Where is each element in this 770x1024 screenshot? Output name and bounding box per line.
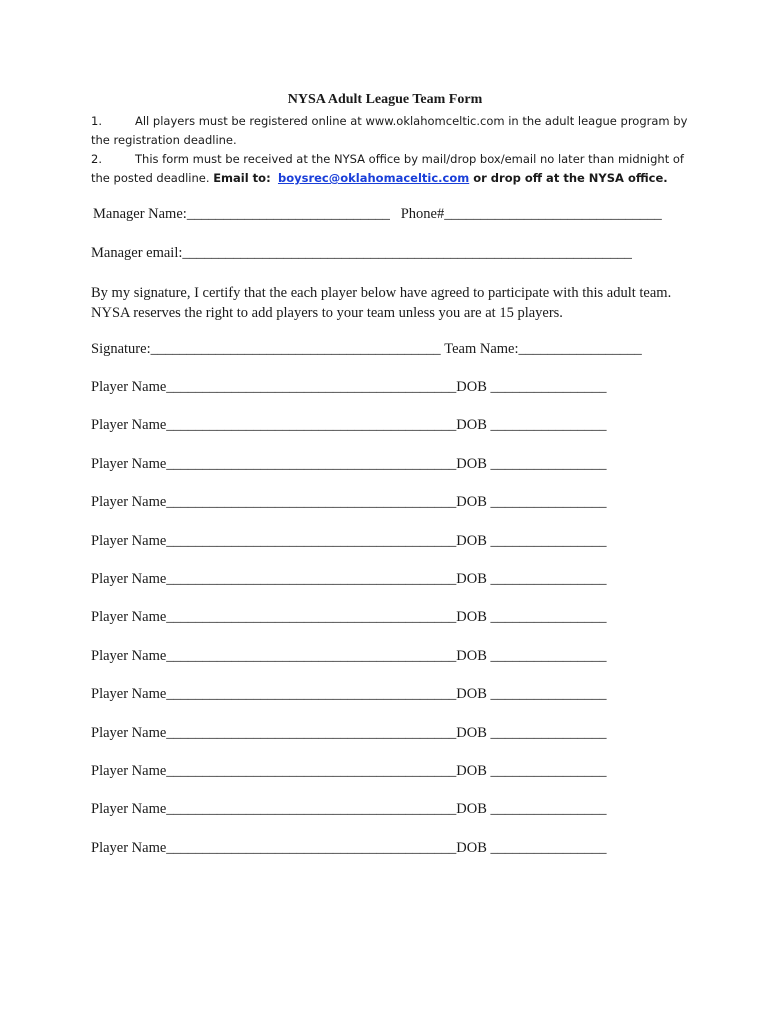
player-row [91,840,607,857]
player-name-label: Player Name [91,417,167,434]
player-name-label: Player Name [91,686,167,703]
player-name-field[interactable]: ________________________________________ [166,417,457,434]
dob-label: DOB [456,379,487,395]
player-row [91,571,607,588]
player-name-label: Player Name [91,839,167,856]
dob-field[interactable]: ________________ [490,455,607,472]
player-name-label: Player Name [91,763,167,779]
signature-field[interactable]: ________________________________________ [150,341,441,357]
player-name-label: Player Name [91,379,167,395]
player-name-field[interactable]: ________________________________________ [166,686,457,703]
player-row [91,801,607,818]
email-link[interactable]: boysrec@oklahomaceltic.com [277,171,470,185]
instruction-2-line2-suffix: or drop off at the NYSA office. [469,171,668,185]
team-name-field[interactable]: _________________ [518,341,642,357]
manager-name-row [91,206,662,223]
manager-name-field[interactable]: ____________________________ [186,206,390,222]
player-row [91,456,607,473]
certification-text: By my signature, I certify that the each player below have agreed to participate with this adult team. NYSA reserves the right to add players to your team unless you are at 15 players. [91,285,672,321]
player-name-field[interactable]: ________________________________________ [166,647,457,664]
player-name-label: Player Name [91,571,167,587]
instruction-1-number: 1. [91,114,102,128]
instruction-2-line2-prefix: the posted deadline. [91,171,214,185]
player-name-field[interactable]: ________________________________________ [166,801,457,818]
player-name-label: Player Name [91,532,167,549]
player-row [91,763,607,780]
player-row [91,533,607,550]
dob-field[interactable]: ________________ [490,379,607,395]
dob-label: DOB [456,417,487,434]
player-row [91,379,607,396]
dob-field[interactable]: ________________ [490,417,607,434]
signature-row [91,341,642,358]
dob-label: DOB [456,801,487,818]
email-to-label: Email to: [213,171,271,185]
player-row [91,725,607,742]
form-title: NYSA Adult League Team Form [287,92,483,107]
player-name-label: Player Name [91,609,167,626]
dob-label: DOB [456,494,487,511]
player-row [91,648,607,665]
player-name-field[interactable]: ________________________________________ [166,839,457,856]
player-row [91,494,607,511]
dob-label: DOB [456,763,487,779]
player-name-field[interactable]: ________________________________________ [166,609,457,626]
instruction-1-line1: All players must be registered online at www.oklahomceltic.com in the adult league program by [135,114,688,128]
dob-field[interactable]: ________________ [490,724,607,741]
dob-field[interactable]: ________________ [490,494,607,511]
dob-label: DOB [456,647,487,664]
dob-label: DOB [456,571,487,587]
player-name-label: Player Name [91,494,167,511]
dob-field[interactable]: ________________ [490,647,607,664]
instruction-2-number: 2. [91,152,102,166]
phone-label: Phone# [400,206,445,222]
instruction-2 [91,150,691,188]
player-name-label: Player Name [91,801,167,818]
player-row [91,417,607,434]
dob-field[interactable]: ________________ [490,763,607,779]
player-name-field[interactable]: ________________________________________ [166,571,457,587]
instruction-1-line2: the registration deadline. [91,133,237,147]
signature-label: Signature: [91,341,151,357]
player-name-label: Player Name [91,455,167,472]
team-name-label: Team Name: [444,341,519,357]
player-name-field[interactable]: ________________________________________ [166,379,457,395]
player-row [91,609,607,626]
player-name-field[interactable]: ________________________________________ [166,763,457,779]
dob-field[interactable]: ________________ [490,571,607,587]
dob-field[interactable]: ________________ [490,609,607,626]
manager-email-label: Manager email: [91,245,183,261]
dob-field[interactable]: ________________ [490,686,607,703]
player-name-field[interactable]: ________________________________________ [166,494,457,511]
instruction-1 [91,112,691,150]
dob-label: DOB [456,609,487,626]
player-name-field[interactable]: ________________________________________ [166,455,457,472]
dob-label: DOB [456,686,487,703]
dob-label: DOB [456,532,487,549]
player-name-field[interactable]: ________________________________________ [166,724,457,741]
dob-label: DOB [456,724,487,741]
manager-email-row [91,245,632,262]
dob-field[interactable]: ________________ [490,839,607,856]
instruction-2-line1: This form must be received at the NYSA office by mail/drop box/email no later than midnight of [135,152,684,166]
dob-field[interactable]: ________________ [490,532,607,549]
player-name-label: Player Name [91,724,167,741]
phone-field[interactable]: ______________________________ [444,206,662,222]
dob-label: DOB [456,455,487,472]
player-row [91,686,607,703]
manager-name-label: Manager Name: [93,206,187,222]
player-name-label: Player Name [91,647,167,664]
manager-email-field[interactable]: ______________________________________________________________ [182,245,632,261]
player-name-field[interactable]: ________________________________________ [166,532,457,549]
dob-label: DOB [456,839,487,856]
dob-field[interactable]: ________________ [490,801,607,818]
